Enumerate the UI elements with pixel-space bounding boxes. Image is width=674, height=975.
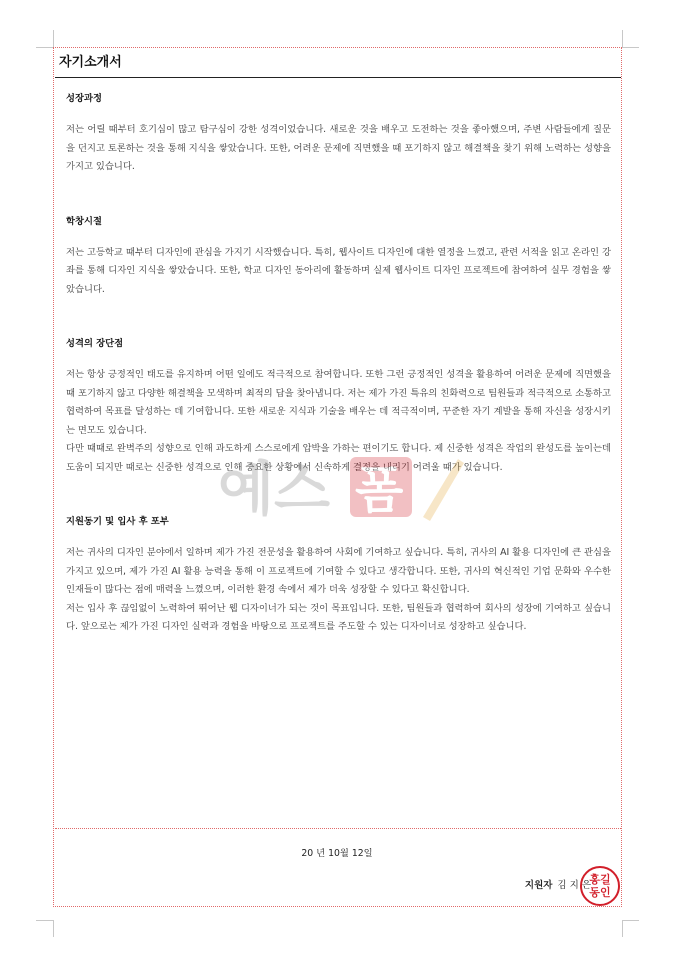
seal-stamp: 홍길 동인 bbox=[580, 866, 620, 906]
document-body bbox=[66, 92, 611, 675]
section-motivation bbox=[66, 515, 611, 637]
section-heading: 성격의 장단점 bbox=[66, 338, 124, 349]
svg-text:폼: 폼 bbox=[355, 461, 404, 519]
crop-mark bbox=[622, 920, 623, 937]
section-paragraph: 저는 어릴 때부터 호기심이 많고 탐구심이 강한 성격이었습니다. 새로운 것을 배우고 도전하는 것을 좋아했으며, 주변 사람들에게 질문을 던지고 토론하는 것을 통해 지식을 쌓았습니다. 또한, 어려운 문제에 직면했을 때 포기하지 않고 해결책을 찾기 위해 노력하는 성향을 가지고 있습니다. bbox=[66, 124, 611, 172]
section-paragraph: 저는 입사 후 끊임없이 노력하여 뛰어난 웹 디자이너가 되는 것이 목표입니다. 또한, 팀원들과 협력하여 회사의 성장에 기여하고 싶습니다. 앞으로는 제가 가진 디자인 실력과 경험을 바탕으로 프로젝트를 주도할 수 있는 디자이너로 성장하고 싶습니다. bbox=[66, 602, 611, 632]
section-growth bbox=[66, 92, 611, 177]
document-date: 20 년 10월 12일 bbox=[301, 848, 373, 859]
crop-mark bbox=[36, 47, 53, 48]
crop-mark bbox=[622, 30, 623, 47]
section-heading: 지원동기 및 입사 후 포부 bbox=[66, 516, 169, 527]
signer-label: 지원자 bbox=[524, 880, 553, 891]
section-heading: 성장과정 bbox=[66, 93, 102, 104]
document-title: 자기소개서 bbox=[55, 54, 621, 78]
signer-name: 김 지 은 bbox=[557, 880, 591, 891]
section-heading: 학창시절 bbox=[66, 215, 102, 227]
crop-mark bbox=[53, 920, 54, 937]
footer-divider bbox=[55, 828, 621, 829]
crop-mark bbox=[622, 47, 639, 48]
section-paragraph: 저는 항상 긍정적인 태도를 유지하며 어떤 일에도 적극적으로 참여합니다. 또한 그런 긍정적인 성격을 활용하여 어려운 문제에 직면했을 때 포기하지 않고 다양한 해결책을 모색하며 최적의 답을 찾아냅니다. 저는 제가 가진 특유의 친화력으로 팀원들과 적극적으로 소통하고 협력하여 목표를 달성하는 데 기여합니다. 또한 새로운 지식과 기술을 배우는 데 적극적이며, 꾸준한 자기 계발을 통해 자신을 성장시키는 면모도 있습니다. bbox=[66, 369, 611, 436]
crop-mark bbox=[622, 920, 639, 921]
section-paragraph: 저는 귀사의 디자인 분야에서 일하며 제가 가진 전문성을 활용하여 사회에 기여하고 싶습니다. 특히, 귀사의 AI 활용 디자인에 큰 관심을 가지고 있으며, 제가 가진 AI 활용 능력을 통해 이 프로젝트에 기여할 수 있다고 생각합니다. 또한, 귀사의 혁신적인 기업 문화와 우수한 인재들이 많다는 점에 매력을 느꼈으며, 이러한 환경 속에서 제가 더욱 성장할 수 있다고 확신합니다. bbox=[66, 547, 611, 595]
crop-mark bbox=[36, 920, 53, 921]
section-personality bbox=[66, 337, 611, 477]
svg-text:예스: 예스 bbox=[218, 455, 331, 523]
section-school bbox=[66, 215, 611, 300]
crop-mark bbox=[53, 30, 54, 47]
section-paragraph: 다만 때때로 완벽주의 성향으로 인해 과도하게 스스로에게 압박을 가하는 편이기도 합니다. 제 신중한 성격은 작업의 완성도를 높이는데 도움이 되지만 때로는 신중한 성격으로 인해 중요한 상황에서 신속하게 결정을 내리기 어려울 때가 있습니다. bbox=[66, 443, 611, 473]
section-paragraph: 저는 고등학교 때부터 디자인에 관심을 가지기 시작했습니다. 특히, 웹사이트 디자인에 대한 열정을 느꼈고, 관련 서적을 읽고 온라인 강좌를 통해 디자인 지식을 쌓았습니다. 또한, 학교 디자인 동아리에 활동하며 실제 웹사이트 디자인 프로젝트에 참여하여 실무 경험을 쌓았습니다. bbox=[66, 246, 611, 295]
